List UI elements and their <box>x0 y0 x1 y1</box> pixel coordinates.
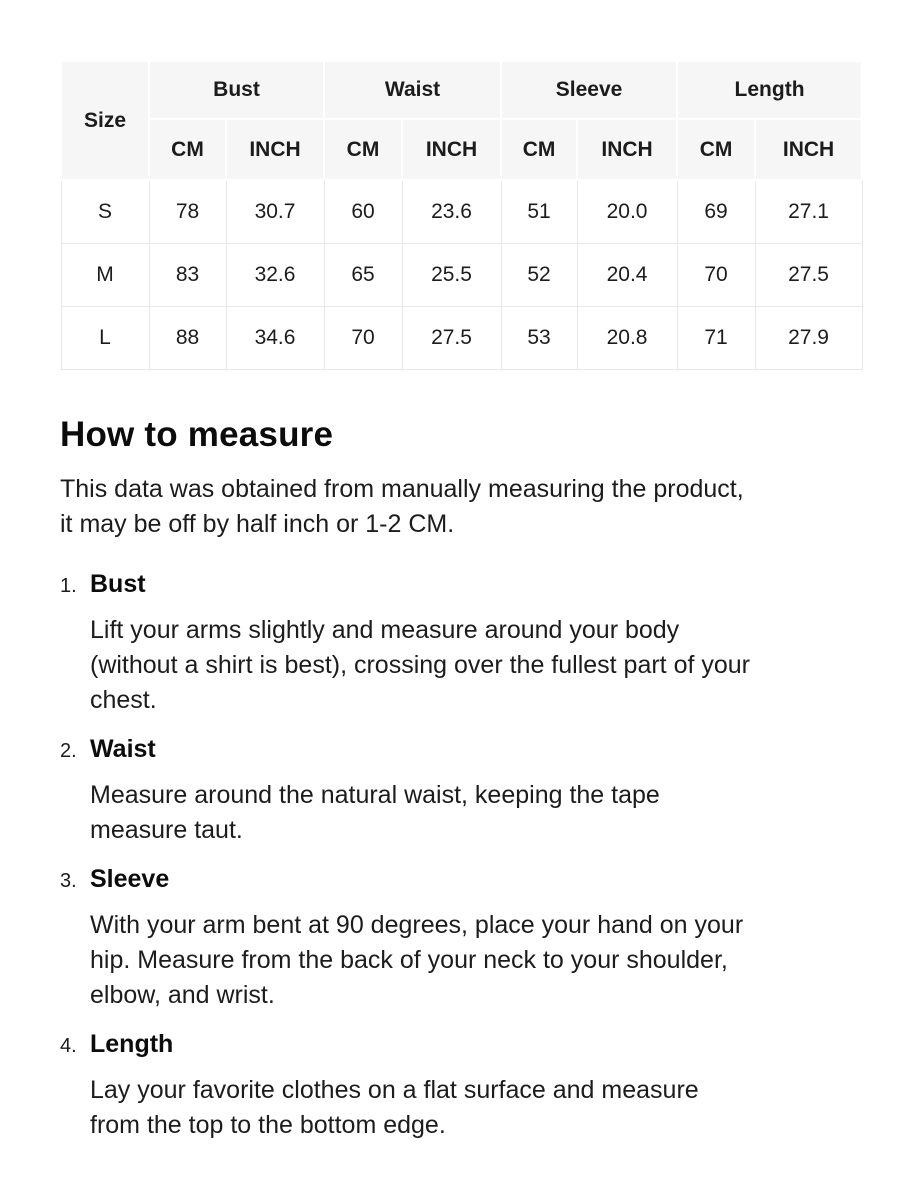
measurement-cell: 25.5 <box>402 244 501 307</box>
step-title: Waist <box>90 735 156 763</box>
measurement-cell: 88 <box>149 307 226 370</box>
measurement-cell: 83 <box>149 244 226 307</box>
text-line: it may be off by half inch or 1-2 CM. <box>60 510 455 538</box>
how-to-measure-heading: How to measure <box>60 415 334 454</box>
table-row <box>61 180 862 244</box>
waist-cm-header: CM <box>324 119 402 180</box>
waist-inch-header: INCH <box>402 119 501 180</box>
measure-step-length <box>60 1028 862 1143</box>
measurement-cell: 34.6 <box>226 307 324 370</box>
text-line: With your arm bent at 90 degrees, place your hand on your <box>90 911 744 939</box>
step-heading <box>60 863 862 897</box>
size-column-header: Size <box>61 61 149 180</box>
measure-steps-list <box>60 568 862 1143</box>
text-line: elbow, and wrist. <box>90 981 275 1009</box>
bust-cm-header: CM <box>149 119 226 180</box>
measurement-cell: 27.5 <box>755 244 862 307</box>
size-chart-table <box>60 60 863 370</box>
measure-step-sleeve <box>60 863 862 1013</box>
step-title: Bust <box>90 570 146 598</box>
text-line: hip. Measure from the back of your neck to your shoulder, <box>90 946 728 974</box>
table-unit-header-row <box>61 119 862 180</box>
measurement-cell: 27.9 <box>755 307 862 370</box>
step-description <box>90 613 862 718</box>
measurement-cell: 53 <box>501 307 577 370</box>
text-line: measure taut. <box>90 816 243 844</box>
sleeve-inch-header: INCH <box>577 119 677 180</box>
measurement-cell: 69 <box>677 180 755 244</box>
measurement-cell: 71 <box>677 307 755 370</box>
measurement-cell: 20.8 <box>577 307 677 370</box>
measurement-cell: 30.7 <box>226 180 324 244</box>
step-description <box>90 1073 862 1143</box>
step-number: 2. <box>60 740 77 762</box>
table-group-header-row <box>61 61 862 119</box>
measurement-cell: 20.4 <box>577 244 677 307</box>
measurement-cell: 78 <box>149 180 226 244</box>
text-line: (without a shirt is best), crossing over the fullest part of your <box>90 651 750 679</box>
size-cell: S <box>61 180 149 244</box>
measure-step-bust <box>60 568 862 718</box>
size-cell: M <box>61 244 149 307</box>
measurement-cell: 70 <box>677 244 755 307</box>
measurement-cell: 23.6 <box>402 180 501 244</box>
measurement-cell: 27.1 <box>755 180 862 244</box>
step-description <box>90 778 862 848</box>
measure-step-waist <box>60 733 862 848</box>
step-heading <box>60 568 862 602</box>
length-inch-header: INCH <box>755 119 862 180</box>
measurement-cell: 20.0 <box>577 180 677 244</box>
measurement-cell: 51 <box>501 180 577 244</box>
bust-inch-header: INCH <box>226 119 324 180</box>
measurement-cell: 65 <box>324 244 402 307</box>
text-line: chest. <box>90 686 157 714</box>
measure-disclaimer <box>60 472 862 542</box>
length-cm-header: CM <box>677 119 755 180</box>
step-number: 4. <box>60 1035 77 1057</box>
measurement-cell: 70 <box>324 307 402 370</box>
measurement-cell: 27.5 <box>402 307 501 370</box>
measurement-cell: 32.6 <box>226 244 324 307</box>
step-number: 3. <box>60 870 77 892</box>
step-number: 1. <box>60 575 77 597</box>
step-title: Length <box>90 1030 174 1058</box>
step-heading <box>60 733 862 767</box>
text-line: This data was obtained from manually measuring the product, <box>60 475 744 503</box>
text-line: Measure around the natural waist, keeping the tape <box>90 781 660 809</box>
sleeve-group-header: Sleeve <box>501 61 677 119</box>
measurement-cell: 52 <box>501 244 577 307</box>
table-row <box>61 244 862 307</box>
waist-group-header: Waist <box>324 61 501 119</box>
step-title: Sleeve <box>90 865 170 893</box>
text-line: from the top to the bottom edge. <box>90 1111 446 1139</box>
measurement-cell: 60 <box>324 180 402 244</box>
sleeve-cm-header: CM <box>501 119 577 180</box>
table-row <box>61 307 862 370</box>
size-cell: L <box>61 307 149 370</box>
length-group-header: Length <box>677 61 862 119</box>
step-description <box>90 908 862 1013</box>
step-heading <box>60 1028 862 1062</box>
text-line: Lift your arms slightly and measure around your body <box>90 616 680 644</box>
bust-group-header: Bust <box>149 61 324 119</box>
text-line: Lay your favorite clothes on a flat surface and measure <box>90 1076 699 1104</box>
